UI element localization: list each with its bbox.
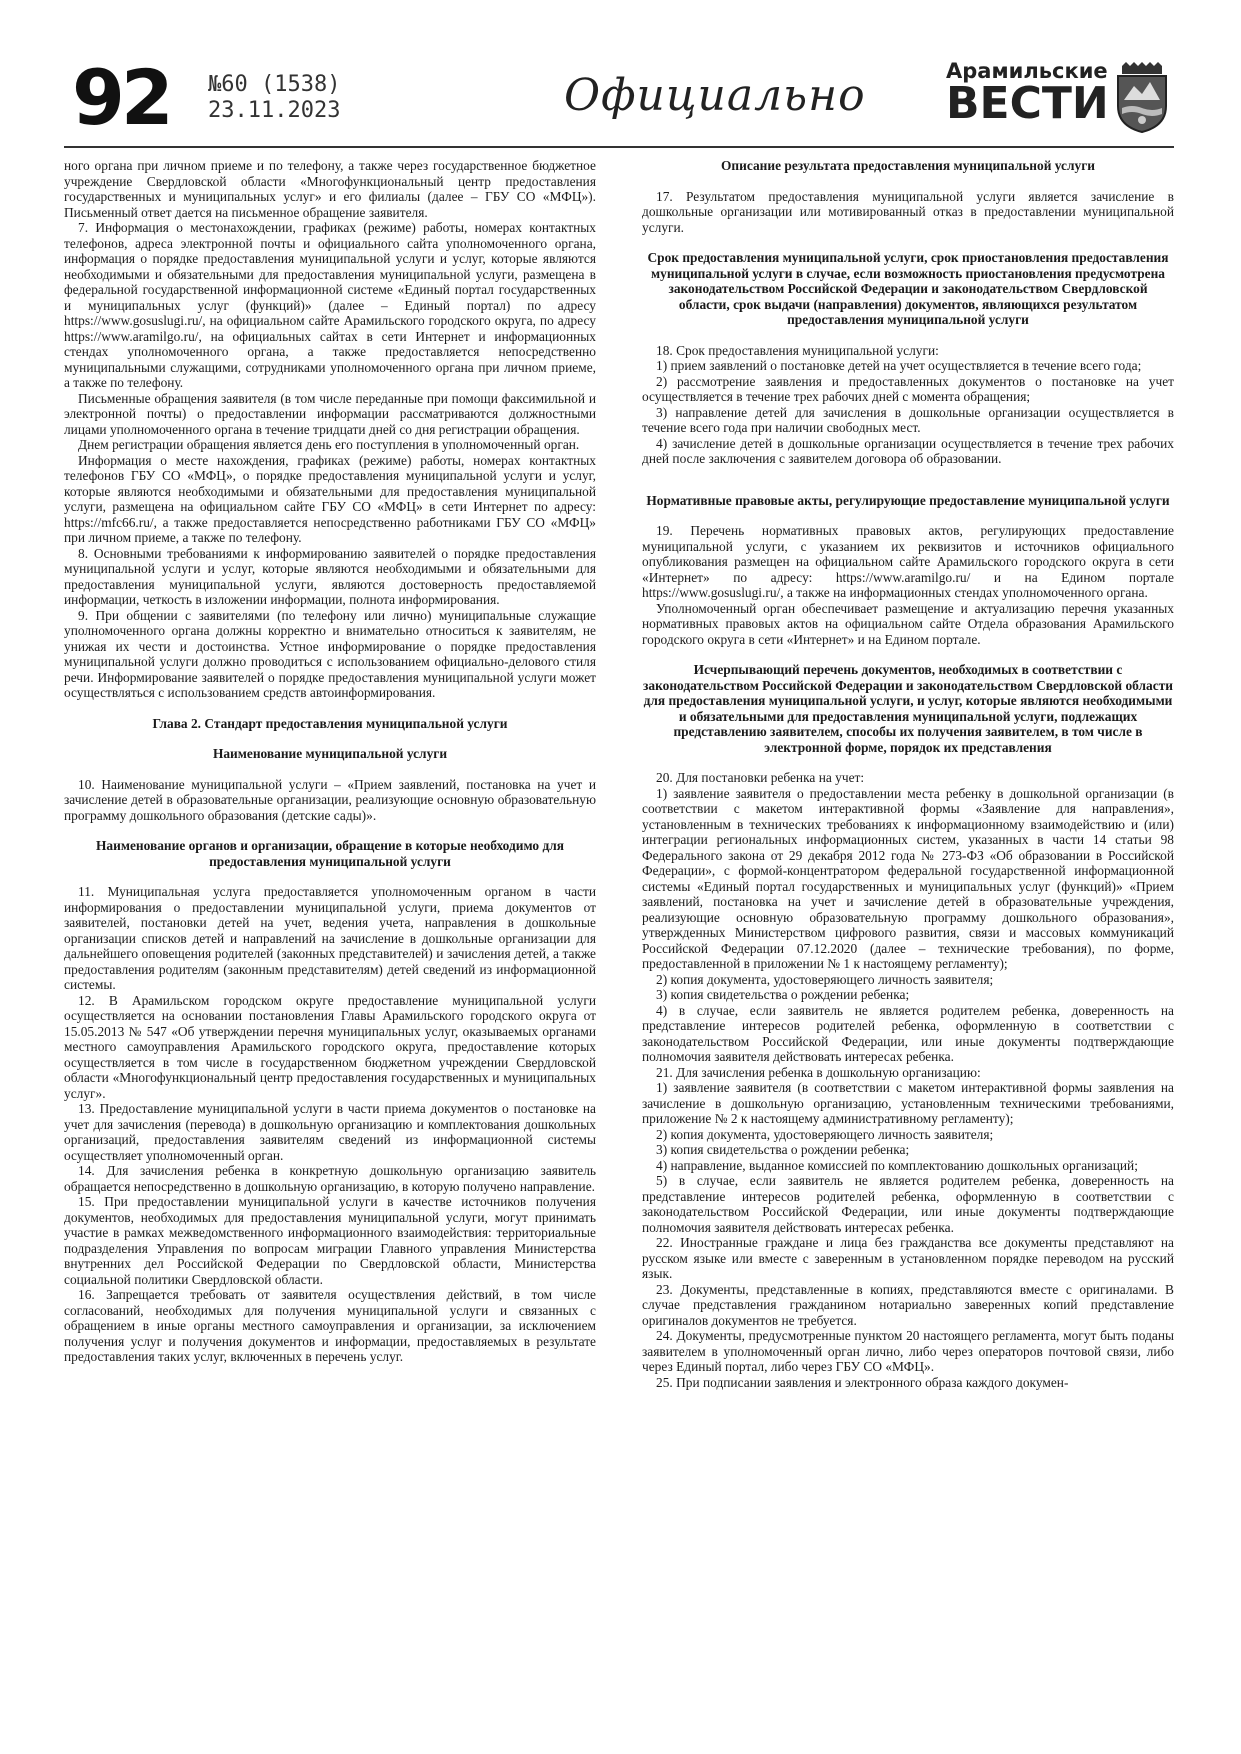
- issue-info: [208, 72, 340, 124]
- paragraph: 15. При предоставлении муниципальной услуги в качестве источников получения документов, необходимых для предоставления муниципальной услуги, могут принимать участие в рамках межведомственного информационного взаимодействия: территориальные подразделения Управления по вопросам миграции Главного управления Министерства внутренних дел Российской Федерации по Свердловской области, Министерства социальной политики Свердловской области.: [64, 1194, 596, 1287]
- paragraph: 19. Перечень нормативных правовых актов, регулирующих предоставление муниципальной услуги, с указанием их реквизитов и источников официального опубликования размещен на официальном сайте Арамильского городского округа в сети «Интернет» по адресу: https://www.aramilgo.ru/ и на Едином портале https://www.gosuslugi.ru/, а также на информационных стендах уполномоченного органа.: [642, 523, 1174, 600]
- paragraph: Уполномоченный орган обеспечивает размещение и актуализацию перечня указанных нормативных правовых актов на официальном сайте Отдела образования Арамильского городского округа в сети «Интернет» и на Едином портале.: [642, 600, 1174, 647]
- logo-text-top: Арамильские: [946, 59, 1108, 83]
- section-heading: Срок предоставления муниципальной услуги, срок приостановления предоставления муниципальной услуги в случае, если возможность приостановления предусмотрена законодательством Российской Федерации и законодательством Свердловской области, срок выдачи (направления) документов, являющихся результатом предоставления муниципальной услуги: [647, 250, 1169, 327]
- section-heading: Исчерпывающий перечень документов, необходимых в соответствии с законодательством Российской Федерации и законодательством Свердловской области для предоставления муниципальной услуги, и услуг, которые являются необходимыми и обязательными для предоставления муниципальной услуги, подлежащих представлению заявителем, способы их получения заявителем, в том числе в электронной форме, порядок их представления: [643, 662, 1173, 755]
- paragraph: ного органа при личном приеме и по телефону, а также через государственное бюджетное учреждение Свердловской области «Многофункциональный центр предоставления государственных и муниципальных услуг» и его филиалы (далее – ГБУ СО «МФЦ»). Письменный ответ дается на письменное обращение заявителя.: [64, 158, 596, 220]
- paragraph: 1) заявление заявителя (в соответствии с макетом интерактивной формы заявления на зачисление в дошкольную организацию, установленным техническими требованиями, приложение № 2 к настоящему административному регламенту);: [642, 1080, 1174, 1126]
- right-column: [642, 158, 1174, 1390]
- header-divider: [64, 146, 1174, 148]
- paragraph: 4) зачисление детей в дошкольные организации осуществляется в течение трех рабочих дней после заключения с заявителем договора об образовании.: [642, 435, 1174, 466]
- section-title: Официально: [564, 70, 866, 121]
- paragraph: 18. Срок предоставления муниципальной услуги:: [656, 342, 939, 358]
- issue-date: 23.11.2023: [208, 98, 341, 123]
- left-column: [64, 158, 596, 1365]
- newspaper-page: [64, 53, 1174, 1736]
- paragraph: 2) копия документа, удостоверяющего личность заявителя;: [656, 1126, 994, 1142]
- paragraph: 2) рассмотрение заявления и предоставленных документов о постановке на учет осуществляется в течение трех рабочих дней с момента обращения;: [642, 373, 1174, 404]
- paragraph: 4) в случае, если заявитель не является родителем ребенка, доверенность на представление интересов родителей ребенка, оформленную в соответствии с законодательством Российской Федерации, или иные документы подтверждающие полномочия заявителя действовать интересах ребенка.: [642, 1002, 1174, 1064]
- paragraph: 21. Для зачисления ребенка в дошкольную организацию:: [656, 1064, 981, 1080]
- page-number: 92: [72, 53, 170, 142]
- issue-number: №60 (1538): [208, 72, 341, 97]
- paragraph: 3) направление детей для зачисления в дошкольные организации осуществляется в течение всего года при наличии свободных мест.: [642, 404, 1174, 435]
- paragraph: 7. Информация о местонахождении, графиках (режиме) работы, номерах контактных телефонов, адреса электронной почты и официального сайта уполномоченного органа, информация о порядке предоставления муниципальной услуги и услуг, которые являются необходимыми и обязательными для предоставления муниципальной услуги, размещена в федеральной государственной информационной системе «Единый портал государственных и муниципальных услуг (функций)» (далее – Единый портал) по адресу https://www.gosuslugi.ru/, на официальном сайте Арамильского городского округа, по адресу https://www.aramilgo.ru/, на официальных сайтах в сети Интернет и информационных стендах уполномоченного органа, а также предоставляется непосредственно муниципальными служащими, сотрудниками уполномоченного органа при личном приеме, а также по телефону.: [64, 220, 596, 390]
- paragraph: 1) прием заявлений о постановке детей на учет осуществляется в течение всего года;: [656, 358, 1142, 373]
- paragraph: 3) копия свидетельства о рождении ребенка;: [656, 1142, 910, 1157]
- chapter-heading: Глава 2. Стандарт предоставления муниципальной услуги: [152, 715, 508, 731]
- paragraph: 11. Муниципальная услуга предоставляется уполномоченным органом в части информирования о предоставлении муниципальной услуги, приема документов от заявителей, постановки детей на учет, ведения учета, направления в дошкольные организации списков детей и направлений на зачисление в дошкольные организации для дальнейшего оповещения родителей (законных представителей) и зачисления детей, а также предоставления родителям (законным представителям) детей сведений из информационной системы.: [64, 884, 596, 992]
- section-heading: Нормативные правовые акты, регулирующие предоставление муниципальной услуги: [646, 492, 1170, 508]
- paragraph: Письменные обращения заявителя (в том числе переданные при помощи факсимильной и электронной почты) о предоставлении информации рассматриваются должностными лицами уполномоченного органа в течение тридцати дней со дня регистрации обращения.: [64, 390, 596, 437]
- paragraph: 22. Иностранные граждане и лица без гражданства все документы представляют на русском языке или вместе с заверенным в установленном порядке переводом на русский язык.: [642, 1235, 1174, 1281]
- paragraph: 2) копия документа, удостоверяющего личность заявителя;: [656, 971, 994, 987]
- paragraph: 17. Результатом предоставления муниципальной услуги является зачисление в дошкольные организации или мотивированный отказ в предоставлении муниципальной услуги.: [642, 188, 1174, 235]
- paragraph: 20. Для постановки ребенка на учет:: [656, 770, 865, 785]
- paragraph: 1) заявление заявителя о предоставлении места ребенку в дошкольной организации (в соответствии с макетом интерактивной формы «Заявление для направления», установленным в технических требованиях к информационному взаимодействию и (или) интеграции региональных информационных систем, указанных в части 14 статьи 98 Федерального закона от 29 декабря 2012 года № 273-ФЗ «Об образовании в Российской Федерации», с формой-концентратором федеральной государственной информационной системы «Единый портал государственных и муниципальных услуг (функций)» «Прием заявлений, постановка на учет и зачисление детей в образовательные учреждения, реализующие основную образовательную программу дошкольного образования», утвержденных Министерством цифрового развития, связи и массовых коммуникаций Российской Федерации 07.12.2020 (далее – технические требования), по форме, предоставленной в приложении № 1 к настоящему регламенту);: [642, 785, 1174, 971]
- section-heading: Описание результата предоставления муниципальной услуги: [721, 158, 1095, 173]
- paragraph: 23. Документы, представленные в копиях, представляются вместе с оригиналами. В случае представления гражданином нотариально заверенных копий представление оригиналов документов не требуется.: [642, 1281, 1174, 1328]
- paragraph: 16. Запрещается требовать от заявителя осуществления действий, в том числе согласований, необходимых для получения муниципальной услуги и связанных с обращением в иные органы местного самоуправления и организации, за исключением получения услуг и получения документов и информации, предоставляемых в результате предоставления таких услуг, включенных в перечень услуг.: [64, 1287, 596, 1364]
- paragraph: 3) копия свидетельства о рождении ребенка;: [656, 987, 910, 1002]
- paragraph: 24. Документы, предусмотренные пунктом 20 настоящего регламента, могут быть поданы заявителем в уполномоченный орган лично, либо через операторов почтовой связи, либо через Единый портал, либо через ГБУ СО «МФЦ».: [642, 1328, 1174, 1374]
- paragraph: 10. Наименование муниципальной услуги – «Прием заявлений, постановка на учет и зачисление детей в образовательные организации, реализующие основную образовательную программу дошкольного образования (детские сады)».: [64, 776, 596, 823]
- logo-text-bottom: ВЕСТИ: [946, 78, 1109, 129]
- section-heading: Наименование муниципальной услуги: [212, 746, 448, 761]
- coat-of-arms-icon: [1114, 60, 1170, 134]
- paragraph: 4) направление, выданное комиссией по комплектованию дошкольных организаций;: [656, 1157, 1138, 1173]
- paragraph: 9. При общении с заявителями (по телефону или лично) муниципальные служащие уполномоченного органа должны корректно и внимательно относиться к заявителям, не унижая их чести и достоинства. Устное информирование о порядке предоставления муниципальной услуги должно проводиться с использованием официально-делового стиля речи. Информирование заявителей о порядке предоставления муниципальной услуги может осуществляться с использованием средств автоинформирования.: [64, 607, 596, 700]
- paragraph: 25. При подписании заявления и электронного образа каждого докумен-: [656, 1374, 1069, 1390]
- paragraph: 8. Основными требованиями к информированию заявителей о порядке предоставления муниципальной услуги и услуг, которые являются необходимыми и обязательными для предоставления муниципальной услуги, являются достоверность предоставляемой информации, четкость в изложении информации, полнота информирования.: [64, 545, 596, 607]
- paragraph: Информация о месте нахождения, графиках (режиме) работы, номерах контактных телефонов ГБУ СО «МФЦ», о порядке предоставления муниципальной услуги и услуг, которые являются необходимыми и обязательными для предоставления муниципальной услуги, размещена на официальном сайте ГБУ СО «МФЦ» в сети Интернет по адресу: https://mfc66.ru/, а также предоставляется непосредственно работниками ГБУ СО «МФЦ» при личном приеме, а также по телефону.: [64, 452, 596, 545]
- section-heading: Наименование органов и организации, обращение в которые необходимо для предоставления муниципальной услуги: [96, 838, 564, 869]
- paragraph: 5) в случае, если заявитель не является родителем ребенка, доверенность на представление интересов родителей ребенка, оформленную в соответствии с законодательством Российской Федерации, или иные документы подтверждающие полномочия заявителя действовать интересах ребенка.: [642, 1173, 1174, 1235]
- paragraph: Днем регистрации обращения является день его поступления в уполномоченный орган.: [78, 437, 580, 452]
- paragraph: 13. Предоставление муниципальной услуги в части приема документов о постановке на учет для зачисления (перевода) в дошкольную организацию и комплектования дошкольных организаций, предоставления заявителям сведений из информационной системы осуществляет уполномоченный орган.: [64, 1101, 596, 1163]
- paragraph: 12. В Арамильском городском округе предоставление муниципальной услуги осуществляется на основании постановления Главы Арамильского городского округа от 15.05.2013 № 547 «Об утверждении перечня муниципальных услуг, оказываемых органами местного самоуправления Арамильского городского округа, предоставление которых осуществляется в том числе в государственном бюджетном учреждении Свердловской области «Многофункциональный центр предоставления государственных и муниципальных услуг».: [64, 992, 596, 1101]
- paragraph: 14. Для зачисления ребенка в конкретную дошкольную организацию заявитель обращается непосредственно в дошкольную организацию, в которую получено направление.: [64, 1163, 596, 1194]
- newspaper-logo: [946, 59, 1109, 136]
- page-header: [64, 53, 1174, 146]
